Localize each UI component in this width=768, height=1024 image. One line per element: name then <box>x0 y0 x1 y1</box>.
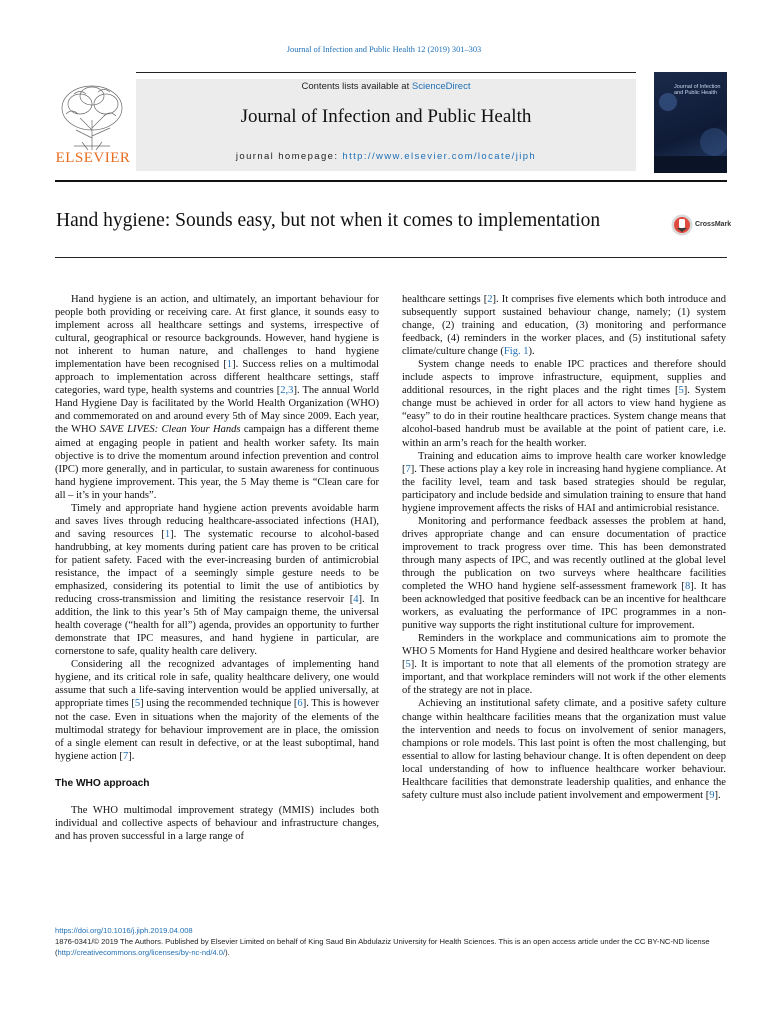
header-top-rule <box>136 72 636 73</box>
journal-homepage-link[interactable]: http://www.elsevier.com/locate/jiph <box>342 151 537 162</box>
elsevier-wordmark: ELSEVIER <box>55 150 131 166</box>
homepage-prefix: journal homepage: <box>235 151 343 162</box>
article-footer <box>55 925 727 958</box>
body-paragraph: Monitoring and performance feedback assesses the problem at hand, drives appropriate change and can ensure documentation of practice improvement to track progress over time. This has been demonstrated through many aspects of IPC, and was recently outlined at the global level through the publication on two surveys where healthcare facilities completed the WHO hand hygiene self-assessment framework [8]. It has been acknowledged that positive feedback can be an incentive for healthcare workers, as evaluating the performance of IPC programmes in a non-punitive way supports the right institutional culture for improvement. <box>402 515 726 632</box>
article-body-left-column <box>55 293 379 843</box>
article-title: Hand hygiene: Sounds easy, but not when it comes to implementation <box>56 210 601 231</box>
body-paragraph: Considering all the recognized advantages of implementing hand hygiene, and its critical role in safe, quality healthcare delivery, one would assume that such a life-saving intervention would be applied universally, at appropriate times [5] using the recommended technique [6]. This is however not the case. Even in situations when the majority of the elements of the multimodal strategy for behaviour improvement are in place, the omission of a single element can result in defective, or at the least suboptimal, hand hygiene action [7]. <box>55 659 380 762</box>
contents-availability-line <box>136 81 636 92</box>
article-body-right-column <box>402 293 726 802</box>
campaign-name: SAVE LIVES: Clean Your Hands <box>99 424 241 436</box>
body-paragraph: Hand hygiene is an action, and ultimately, an important behaviour for people both providing or receiving care. At first glance, it sounds easy to implement across all healthcare settings and systems, irrespective of cultural, geographical or resource backgrounds. However, hand hygiene is not inherent to human nature, and challenges to hand hygiene implementation have been recognised [1]. Success relies on a multimodal approach to implementation across different healthcare settings, staff categories, ward type, health systems and countries [2,3]. The annual World Hand Hygiene Day is facilitated by the World Health Organization (WHO) and commemorated on and around every 5th of May since 2009. Each year, the WHO SAVE LIVES: Clean Your Hands campaign has a different theme aimed at engaging people in patient and health worker safety. Its main objective is to drive the momentum around infection prevention and control (IPC) more generally, and in particular, to sustain awareness for continuous hand hygiene improvement. This year, the 5 May theme is “Clean care for all – it’s in your hands”. <box>55 294 380 501</box>
body-paragraph: healthcare settings [2]. It comprises five elements which both introduce and subsequently support sustained behaviour change, namely; (1) system change, (2) training and education, (3) monitoring and performance feedback, (4) reminders in the worker places, and (5) institutional safety climate/culture change (Fig. 1). <box>402 294 726 358</box>
reference-link[interactable]: 5 <box>678 385 684 397</box>
doi-link[interactable]: https://doi.org/10.1016/j.jiph.2019.04.008 <box>55 926 193 935</box>
journal-title: Journal of Infection and Public Health <box>240 106 532 127</box>
sciencedirect-link[interactable]: ScienceDirect <box>411 81 471 92</box>
license-statement: 1876-0341/© 2019 The Authors. Published by Elsevier Limited on behalf of King Saud Bin Abdulaziz University for Health Sciences. This is an open access article under the CC BY-NC-ND license (http://creativecommons.org/licenses/by-nc-nd/4.0/). <box>55 937 710 957</box>
reference-link[interactable]: 2 <box>487 294 493 305</box>
reference-link[interactable]: 4 <box>353 594 359 606</box>
reference-link[interactable]: 5 <box>134 698 141 710</box>
body-paragraph: Training and education aims to improve health care worker knowledge [7]. These actions play a key role in increasing hand hygiene compliance. At the facility level, team and task based strategies should be regular, participatory and include bedside and simulation training to ensure that hand hygiene improvement affects the risks of HAI and antimicrobial resistance. <box>402 450 726 514</box>
title-rule <box>55 257 727 258</box>
section-heading: The WHO approach <box>55 777 150 789</box>
body-paragraph: The WHO multimodal improvement strategy (MMIS) includes both individual and collective aspects of behaviour and infrastructure changes, and has proven successful in a large range of <box>55 804 379 842</box>
license-link[interactable]: http://creativecommons.org/licenses/by-nc-nd/4.0/ <box>57 948 226 957</box>
reference-link[interactable]: 8 <box>684 581 691 593</box>
body-paragraph: Reminders in the workplace and communications aim to promote the WHO 5 Moments for Hand Hygiene and desired healthcare worker behavior [5]. It is important to note that all elements of the promotion strategy are important, and that workplace reminders will not work if the other elements of the strategy are not in place. <box>402 633 726 697</box>
reference-link[interactable]: 1 <box>164 528 171 540</box>
body-paragraph: System change needs to enable IPC practices and therefore should include aspects to improve infrastructure, equipment, supplies and additional resources, in the right places and the right times [5]. System change must be achieved in order for all actors to view hand hygiene as “easy” to do in their routine healthcare practices. System change means that alcohol-based handrub must be available at the point of patient care, i.e. within an arm’s reach for the health worker. <box>402 359 726 449</box>
reference-link[interactable]: 6 <box>297 698 303 710</box>
reference-link[interactable]: 5 <box>405 659 411 671</box>
reference-link[interactable]: 2,3 <box>280 385 294 397</box>
reference-link[interactable]: 7 <box>405 463 411 475</box>
figure-link[interactable]: Fig. 1 <box>503 346 529 358</box>
body-paragraph: Achieving an institutional safety climate, and a positive safety culture change within healthcare facilities means that the organization must value the intervention and needs to focus on involvement of senior managers, champions or role models. This last point is often the most challenging, but essential to allow for lasting behaviour change. It is often dependent on deep local understanding of how to influence healthcare worker behaviour. Healthcare facilities that demonstrate leadership qualities, and enhance the safety culture must also include patient involvement and empowerment [9]. <box>402 698 726 801</box>
contents-prefix: Contents lists available at <box>301 81 412 92</box>
reference-link[interactable]: 1 <box>226 359 233 371</box>
header-bottom-rule <box>55 180 727 182</box>
journal-homepage-line <box>136 151 636 162</box>
reference-link[interactable]: 9 <box>709 789 715 801</box>
body-paragraph: Timely and appropriate hand hygiene action prevents avoidable harm and saves lives through reducing healthcare-associated infections (HAI), and saving resources [1]. The systematic recourse to alcohol-based handrubbing, at key moments during patient care has proven to be critical for patient safety. Faced with the ever-increasing burden of antimicrobial resistance, the impact of a seemingly simple gesture needs to be emphasized, considering its potential to limit the use of antibiotics by reducing cross-transmission and limiting the resistance reservoir [4]. In addition, the link to this year’s 5th of May campaign theme, the universal health coverage (“health for all”) agenda, provides an opportunity to further demonstrate that IPC measures, and hand hygiene in particular, are cornerstone to safe, quality health care delivery. <box>55 502 380 658</box>
crossmark-label: CrossMark <box>695 221 732 228</box>
cover-journal-title: Journal of Infection and Public Health <box>674 84 721 97</box>
journal-citation-link[interactable]: Journal of Infection and Public Health 12 (2019) 301–303 <box>286 45 482 54</box>
journal-cover-thumbnail[interactable] <box>654 72 727 173</box>
reference-link[interactable]: 7 <box>122 750 129 762</box>
